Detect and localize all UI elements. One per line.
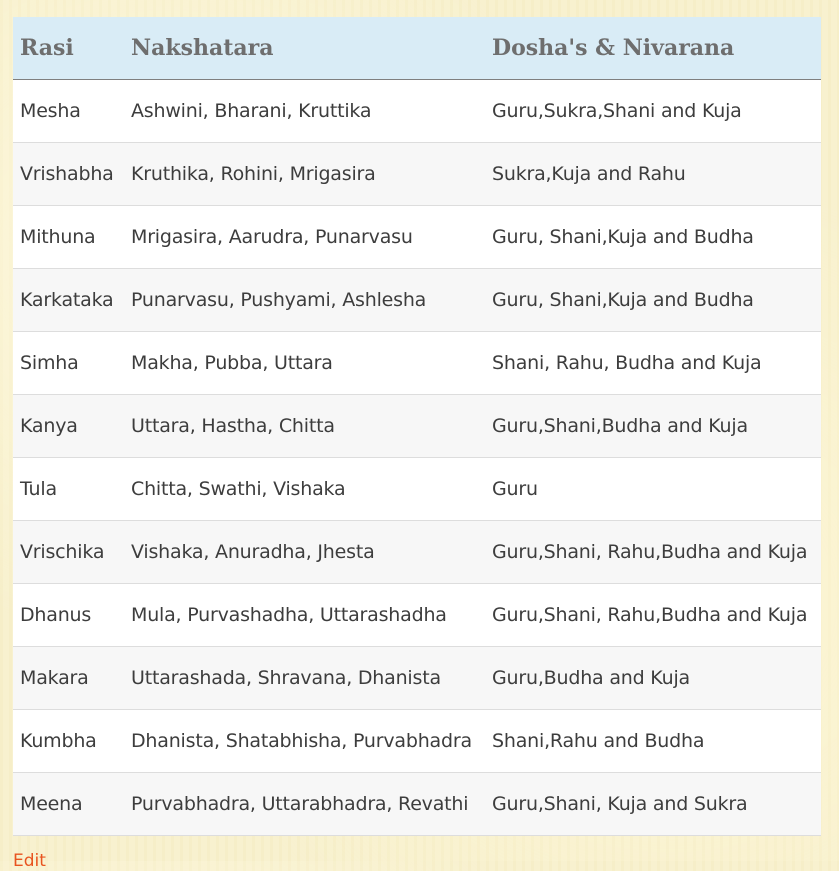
dosha-cell: Shani, Rahu, Budha and Kuja (492, 351, 762, 374)
nakshatara-cell: Uttarashada, Shravana, Dhanista (131, 666, 441, 689)
dosha-cell: Guru, Shani,Kuja and Budha (492, 225, 754, 248)
rasi-cell: Mesha (20, 99, 81, 122)
nakshatara-cell: Kruthika, Rohini, Mrigasira (131, 162, 376, 185)
table-row (13, 520, 821, 583)
table-header (13, 17, 821, 79)
rasi-cell: Mithuna (20, 225, 96, 248)
dosha-cell: Guru (492, 477, 538, 500)
nakshatara-cell: Mrigasira, Aarudra, Punarvasu (131, 225, 413, 248)
rasi-cell: Dhanus (20, 603, 92, 626)
dosha-cell: Guru,Shani,Budha and Kuja (492, 414, 748, 437)
dosha-cell: Guru,Shani, Rahu,Budha and Kuja (492, 603, 808, 626)
rasi-cell: Simha (20, 351, 79, 374)
nakshatara-cell: Mula, Purvashadha, Uttarashadha (131, 603, 447, 626)
table-row (13, 772, 821, 835)
nakshatara-cell: Chitta, Swathi, Vishaka (131, 477, 346, 500)
rasi-cell: Vrischika (20, 540, 105, 563)
table-row (13, 583, 821, 646)
nakshatara-cell: Ashwini, Bharani, Kruttika (131, 99, 372, 122)
dosha-cell: Guru,Sukra,Shani and Kuja (492, 99, 742, 122)
dosha-cell: Guru,Shani, Rahu,Budha and Kuja (492, 540, 808, 563)
dosha-cell: Guru, Shani,Kuja and Budha (492, 288, 754, 311)
rasi-dosha-table (13, 17, 821, 836)
nakshatara-cell: Dhanista, Shatabhisha, Purvabhadra (131, 729, 472, 752)
table-row (13, 646, 821, 709)
dosha-cell: Sukra,Kuja and Rahu (492, 162, 686, 185)
table-row (13, 394, 821, 457)
table-row (13, 709, 821, 772)
rasi-cell: Karkataka (20, 288, 114, 311)
table-row (13, 268, 821, 331)
rasi-cell: Makara (20, 666, 89, 689)
table-body (13, 79, 821, 835)
dosha-cell: Guru,Budha and Kuja (492, 666, 690, 689)
table-row (13, 79, 821, 142)
edit-link[interactable]: Edit (13, 851, 46, 871)
rasi-cell: Meena (20, 792, 83, 815)
table-header-row (13, 17, 821, 79)
table-row (13, 142, 821, 205)
dosha-cell: Guru,Shani, Kuja and Sukra (492, 792, 748, 815)
rasi-cell: Vrishabha (20, 162, 114, 185)
column-header-rasi: Rasi (13, 17, 124, 79)
nakshatara-cell: Vishaka, Anuradha, Jhesta (131, 540, 375, 563)
column-header-nakshatara: Nakshatara (124, 17, 485, 79)
dosha-cell: Shani,Rahu and Budha (492, 729, 705, 752)
column-header-dosha-nivarana: Dosha's & Nivarana (485, 17, 821, 79)
nakshatara-cell: Makha, Pubba, Uttara (131, 351, 333, 374)
rasi-dosha-table-container (13, 17, 821, 836)
nakshatara-cell: Purvabhadra, Uttarabhadra, Revathi (131, 792, 469, 815)
nakshatara-cell: Punarvasu, Pushyami, Ashlesha (131, 288, 427, 311)
table-row (13, 205, 821, 268)
nakshatara-cell: Uttara, Hastha, Chitta (131, 414, 335, 437)
rasi-cell: Kumbha (20, 729, 97, 752)
table-row (13, 457, 821, 520)
rasi-cell: Tula (20, 477, 57, 500)
table-row (13, 331, 821, 394)
rasi-cell: Kanya (20, 414, 78, 437)
